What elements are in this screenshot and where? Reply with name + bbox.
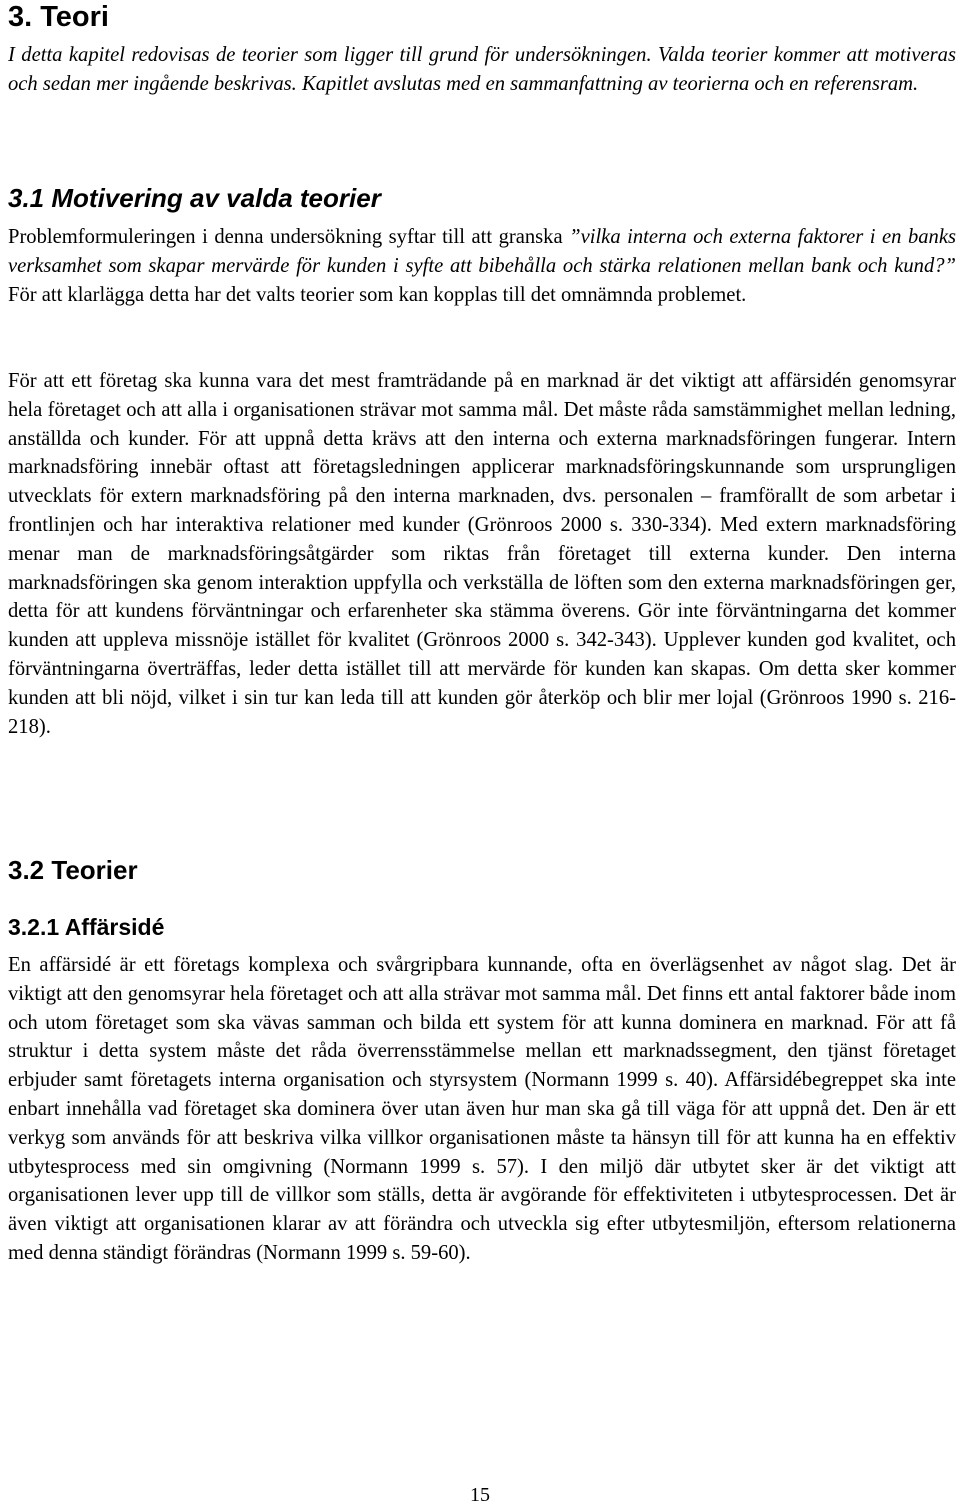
- section-3-1-paragraph-2: För att ett företag ska kunna vara det mest framträdande på en marknad är det viktigt att affärsidén genomsyrar hela företaget och att alla i organisationen strävar mot samma mål. Det måste råda samstämmighet mellan ledning, anställda och kunder. För att uppnå detta krävs att den interna och externa marknadsföringen fungerar. Intern marknadsföring innebär oftast att företagsledningen applicerar marknadsföringskunnande som ursprungligen utvecklats för extern marknadsföring på den interna marknaden, dvs. personalen – framförallt de som arbetar i frontlinjen och har interaktiva relationer med kunder (Grönroos 2000 s. 330-334). Med extern marknadsföring menar man de marknadsföringsåtgärder som riktas från företaget till externa kunder. Den interna marknadsföringen ska genom interaktion uppfylla och verkställa de löften som den externa marknadsföringen ger, detta för att kundens förväntningar och erfarenheter ska stämma överens. Gör inte förväntningarna det kommer kunden att uppleva missnöje istället för kvalitet (Grönroos 2000 s. 342-343). Upplever kunden god kvalitet, och förväntningarna överträffas, leder detta istället till att mervärde för kunden kan skapas. Om detta sker kommer kunden att bli nöjd, vilket i sin tur kan leda till att kunden gör återköp och blir mer lojal (Grönroos 1990 s. 216-218).: [8, 370, 956, 738]
- problem-lead-text: Problemformuleringen i denna undersökning syftar till att granska: [8, 226, 570, 248]
- problem-statement-quote: ”vilka interna och externa faktorer i en banks verksamhet som skapar mervärde för kunden i syfte att bibehålla och stärka relationen mellan bank och kund?”: [8, 226, 956, 277]
- chapter-title: 3. Teori: [8, 1, 109, 33]
- problem-tail-text: För att klarlägga detta har det valts teorier som kan kopplas till det omnämnda problemet.: [8, 283, 747, 306]
- section-3-1-paragraph-1: [8, 223, 956, 309]
- chapter-intro: I detta kapitel redovisas de teorier som ligger till grund för undersökningen. Valda teorier kommer att motiveras och sedan mer ingående beskrivas. Kapitlet avslutas med en sammanfattning av teorierna och en referensram.: [8, 44, 956, 95]
- section-3-2-1-title: 3.2.1 Affärsidé: [8, 914, 165, 940]
- section-3-2-title: 3.2 Teorier: [8, 855, 138, 885]
- section-3-2-1-paragraph: En affärsidé är ett företags komplexa och svårgripbara kunnande, ofta en överlägsenhet av något slag. Det är viktigt att den genomsyrar hela företaget och att alla strävar mot samma mål. Det finns ett antal faktorer både inom och utom företaget som ska vävas samman och bilda ett system för att kunna dominera en marknad. För att få struktur i detta system måste det råda överrensstämmelse mellan ett marknadssegment, den tjänst företaget erbjuder samt företagets interna organisation och styrsystem (Normann 1999 s. 40). Affärsidébegreppet ska inte enbart innehålla vad företaget ska dominera över utan även hur man ska gå till väga för att uppnå det. Den är ett verkyg som används för att beskriva vilka villkor organisationen måste ta hänsyn till för att kunna ha en effektiv utbytesprocess med sin omgivning (Normann 1999 s. 57). I den miljö där utbytet sker är det viktigt att organisationen lever upp till de villkor som ställs, detta är avgörande för effektiviteten i utbytesprocessen. Det är även viktigt att organisationen klarar av att förändra och utveckla sig efter utbytesmiljön, eftersom relationerna med denna ständigt förändras (Normann 1999 s. 59-60).: [8, 954, 956, 1264]
- page-number: 15: [470, 1484, 490, 1506]
- section-3-1-title: 3.1 Motivering av valda teorier: [8, 183, 381, 213]
